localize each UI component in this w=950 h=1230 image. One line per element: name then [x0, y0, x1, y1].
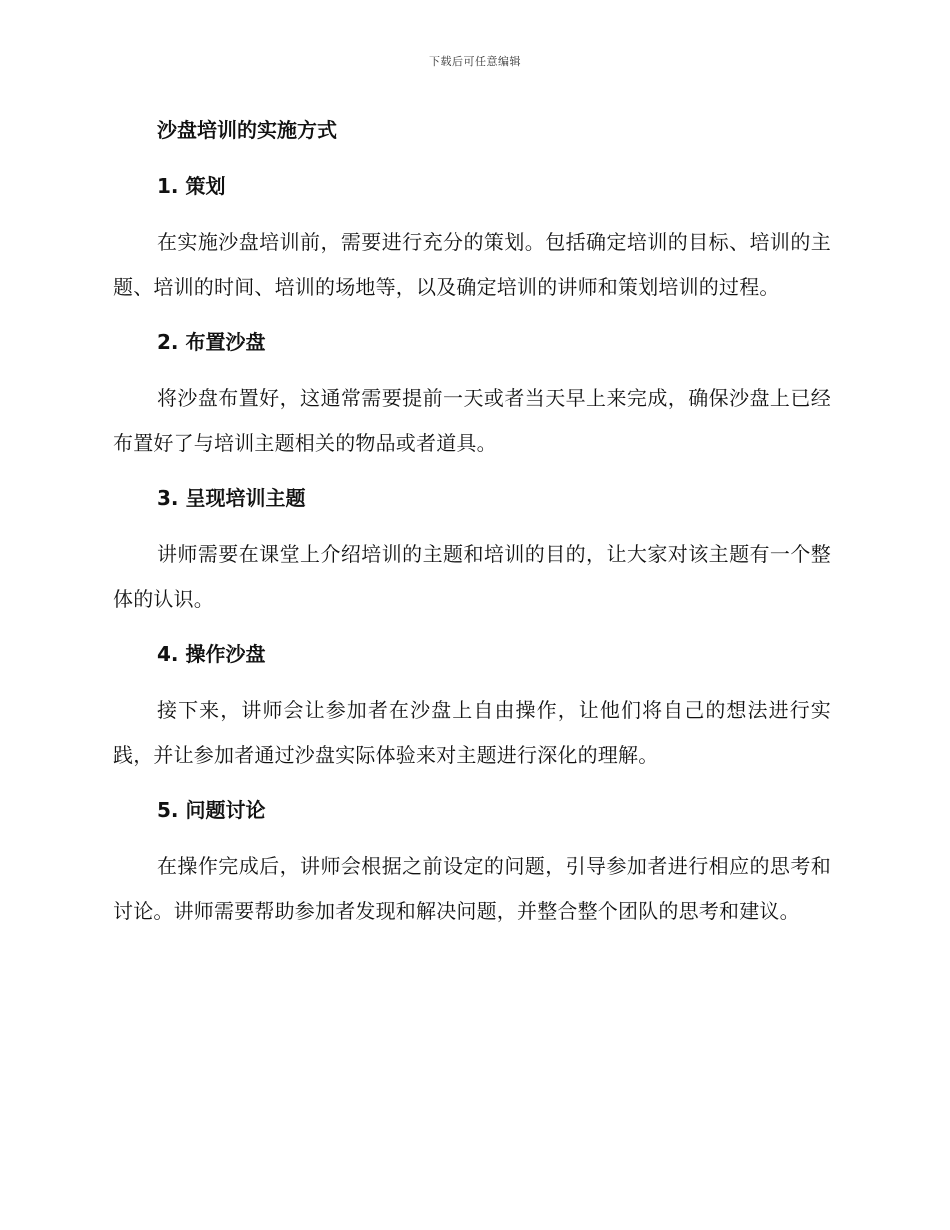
section-body-3: 讲师需要在课堂上介绍培训的主题和培训的目的，让大家对该主题有一个整体的认识。	[113, 542, 831, 611]
document-body	[113, 112, 831, 948]
section-body-5: 在操作完成后，讲师会根据之前设定的问题，引导参加者进行相应的思考和讨论。讲师需要帮助参加者发现和解决问题，并整合整个团队的思考和建议。	[113, 854, 831, 923]
section-heading-2: 2. 布置沙盘	[157, 330, 266, 354]
section-heading-3: 3. 呈现培训主题	[157, 486, 306, 510]
section-body-1: 在实施沙盘培训前，需要进行充分的策划。包括确定培训的目标、培训的主题、培训的时间、培训的场地等，以及确定培训的讲师和策划培训的过程。	[113, 230, 831, 299]
section-heading-4: 4. 操作沙盘	[157, 642, 266, 666]
section-heading-1: 1. 策划	[157, 174, 226, 198]
document-title: 沙盘培训的实施方式	[157, 118, 337, 142]
section-heading-5: 5. 问题讨论	[157, 798, 266, 822]
section-body-4: 接下来，讲师会让参加者在沙盘上自由操作，让他们将自己的想法进行实践，并让参加者通过沙盘实际体验来对主题进行深化的理解。	[113, 698, 831, 767]
section-body-2: 将沙盘布置好，这通常需要提前一天或者当天早上来完成，确保沙盘上已经布置好了与培训主题相关的物品或者道具。	[113, 386, 831, 455]
page-header: 下载后可任意编辑	[429, 55, 521, 68]
